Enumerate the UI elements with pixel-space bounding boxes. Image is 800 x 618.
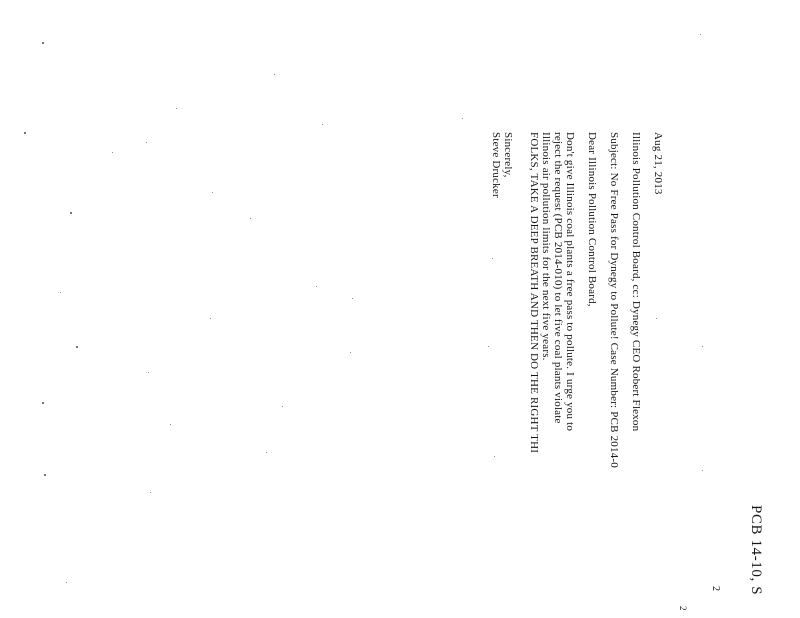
scan-speck bbox=[250, 218, 251, 219]
letter-subject: Subject: No Free Pass for Dynegy to Pollute! Case Number: PCB 2014-0 bbox=[608, 132, 620, 468]
scan-speck bbox=[170, 424, 171, 425]
scan-speck bbox=[656, 318, 657, 319]
scan-speck bbox=[42, 402, 44, 404]
scan-speck bbox=[210, 318, 211, 319]
letter-date: Aug 21, 2013 bbox=[652, 132, 664, 195]
letter-closing: Sincerely, bbox=[502, 132, 514, 178]
letter-recipient: Illinois Pollution Control Board, cc: Dynegy CEO Robert Flexon bbox=[630, 132, 642, 432]
scan-speck bbox=[350, 352, 351, 353]
scan-speck bbox=[462, 118, 463, 119]
scan-speck bbox=[148, 372, 149, 373]
scan-speck bbox=[492, 258, 493, 259]
letter-signature: Steve Drucker bbox=[490, 132, 502, 198]
scan-speck bbox=[150, 492, 151, 493]
scan-speck bbox=[24, 132, 26, 134]
corner-mark: 2 bbox=[710, 586, 721, 592]
scan-speck bbox=[702, 346, 703, 347]
corner-mark: 2 bbox=[678, 606, 688, 611]
scan-speck bbox=[112, 152, 113, 153]
letter-body-line: reject the request (PCB 2014-010) to let five coal plants violate bbox=[552, 132, 564, 424]
docket-header: PCB 14-10, S bbox=[748, 505, 764, 596]
scan-speck bbox=[316, 286, 317, 287]
scan-speck bbox=[322, 124, 323, 125]
scan-speck bbox=[702, 470, 703, 471]
scan-speck bbox=[266, 452, 267, 453]
scan-speck bbox=[70, 212, 72, 214]
scan-speck bbox=[488, 346, 489, 347]
scan-speck bbox=[44, 474, 46, 476]
scan-speck bbox=[66, 582, 67, 583]
letter-salutation: Dear Illinois Pollution Control Board, bbox=[586, 132, 598, 307]
scan-speck bbox=[76, 346, 78, 348]
scan-speck bbox=[282, 406, 283, 407]
scan-speck bbox=[274, 74, 275, 75]
scan-speck bbox=[146, 142, 147, 143]
scan-speck bbox=[42, 42, 44, 44]
scan-speck bbox=[176, 108, 177, 109]
scan-speck bbox=[352, 298, 353, 299]
letter-body-line: Don't give Illinois coal plants a free pass to pollute. I urge you to bbox=[564, 132, 576, 432]
scan-speck bbox=[494, 456, 495, 457]
scan-speck bbox=[212, 192, 213, 193]
scan-speck bbox=[60, 292, 61, 293]
letter-body-line: Illinois air pollution limits for the next five years. bbox=[540, 132, 552, 361]
letter-body-line: FOLKS, TAKE A DEEP BREATH AND THEN DO THE RIGHT THI bbox=[528, 132, 540, 454]
scan-speck bbox=[700, 34, 701, 35]
